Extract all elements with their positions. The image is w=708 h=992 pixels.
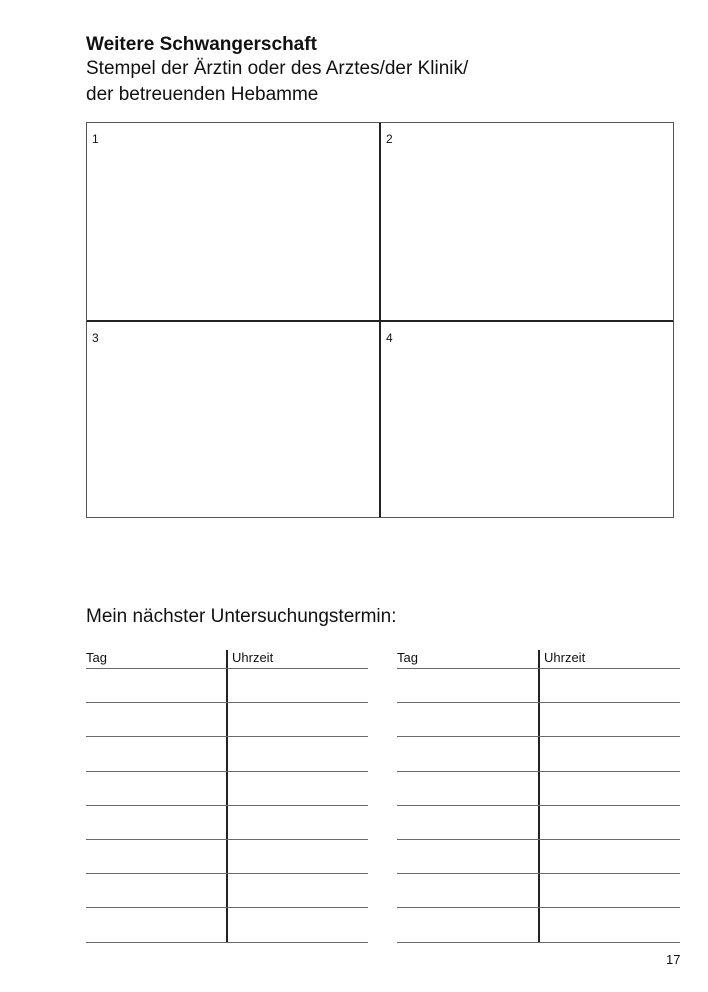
table-row-line [397, 771, 680, 772]
page-number: 17 [666, 952, 681, 967]
table-row-line [86, 805, 368, 806]
stamp-grid-horizontal-divider [87, 320, 673, 322]
table-row-line [86, 771, 368, 772]
stamp-box-number-4: 4 [386, 331, 393, 345]
table-row-line [86, 839, 368, 840]
appointment-table-right [397, 650, 680, 942]
header-underline [397, 668, 680, 669]
table-row-line [397, 736, 680, 737]
table-row-line [397, 907, 680, 908]
column-divider [538, 650, 540, 942]
column-header-uhrzeit: Uhrzeit [232, 650, 274, 665]
stamp-box-number-2: 2 [386, 132, 393, 146]
table-row-line [397, 839, 680, 840]
table-row-line [397, 702, 680, 703]
appointment-table-left [86, 650, 368, 942]
column-header-tag: Tag [397, 650, 418, 665]
column-header-uhrzeit: Uhrzeit [544, 650, 586, 665]
subtitle-line-1: Stempel der Ärztin oder des Arztes/der Klinik/ [86, 58, 469, 79]
stamp-grid [86, 122, 674, 518]
table-row-line [86, 702, 368, 703]
table-row-line [397, 805, 680, 806]
page-title: Weitere Schwangerschaft [86, 34, 317, 55]
table-row-line [86, 736, 368, 737]
table-row-line [397, 873, 680, 874]
header-underline [86, 668, 368, 669]
table-row-line [86, 907, 368, 908]
column-header-tag: Tag [86, 650, 107, 665]
table-row-line [86, 873, 368, 874]
stamp-box-number-1: 1 [92, 132, 99, 146]
appointment-section-title: Mein nächster Untersuchungstermin: [86, 606, 397, 627]
stamp-box-number-3: 3 [92, 331, 99, 345]
column-divider [226, 650, 228, 942]
table-row-line [397, 942, 680, 943]
table-row-line [86, 942, 368, 943]
subtitle-line-2: der betreuenden Hebamme [86, 84, 319, 105]
